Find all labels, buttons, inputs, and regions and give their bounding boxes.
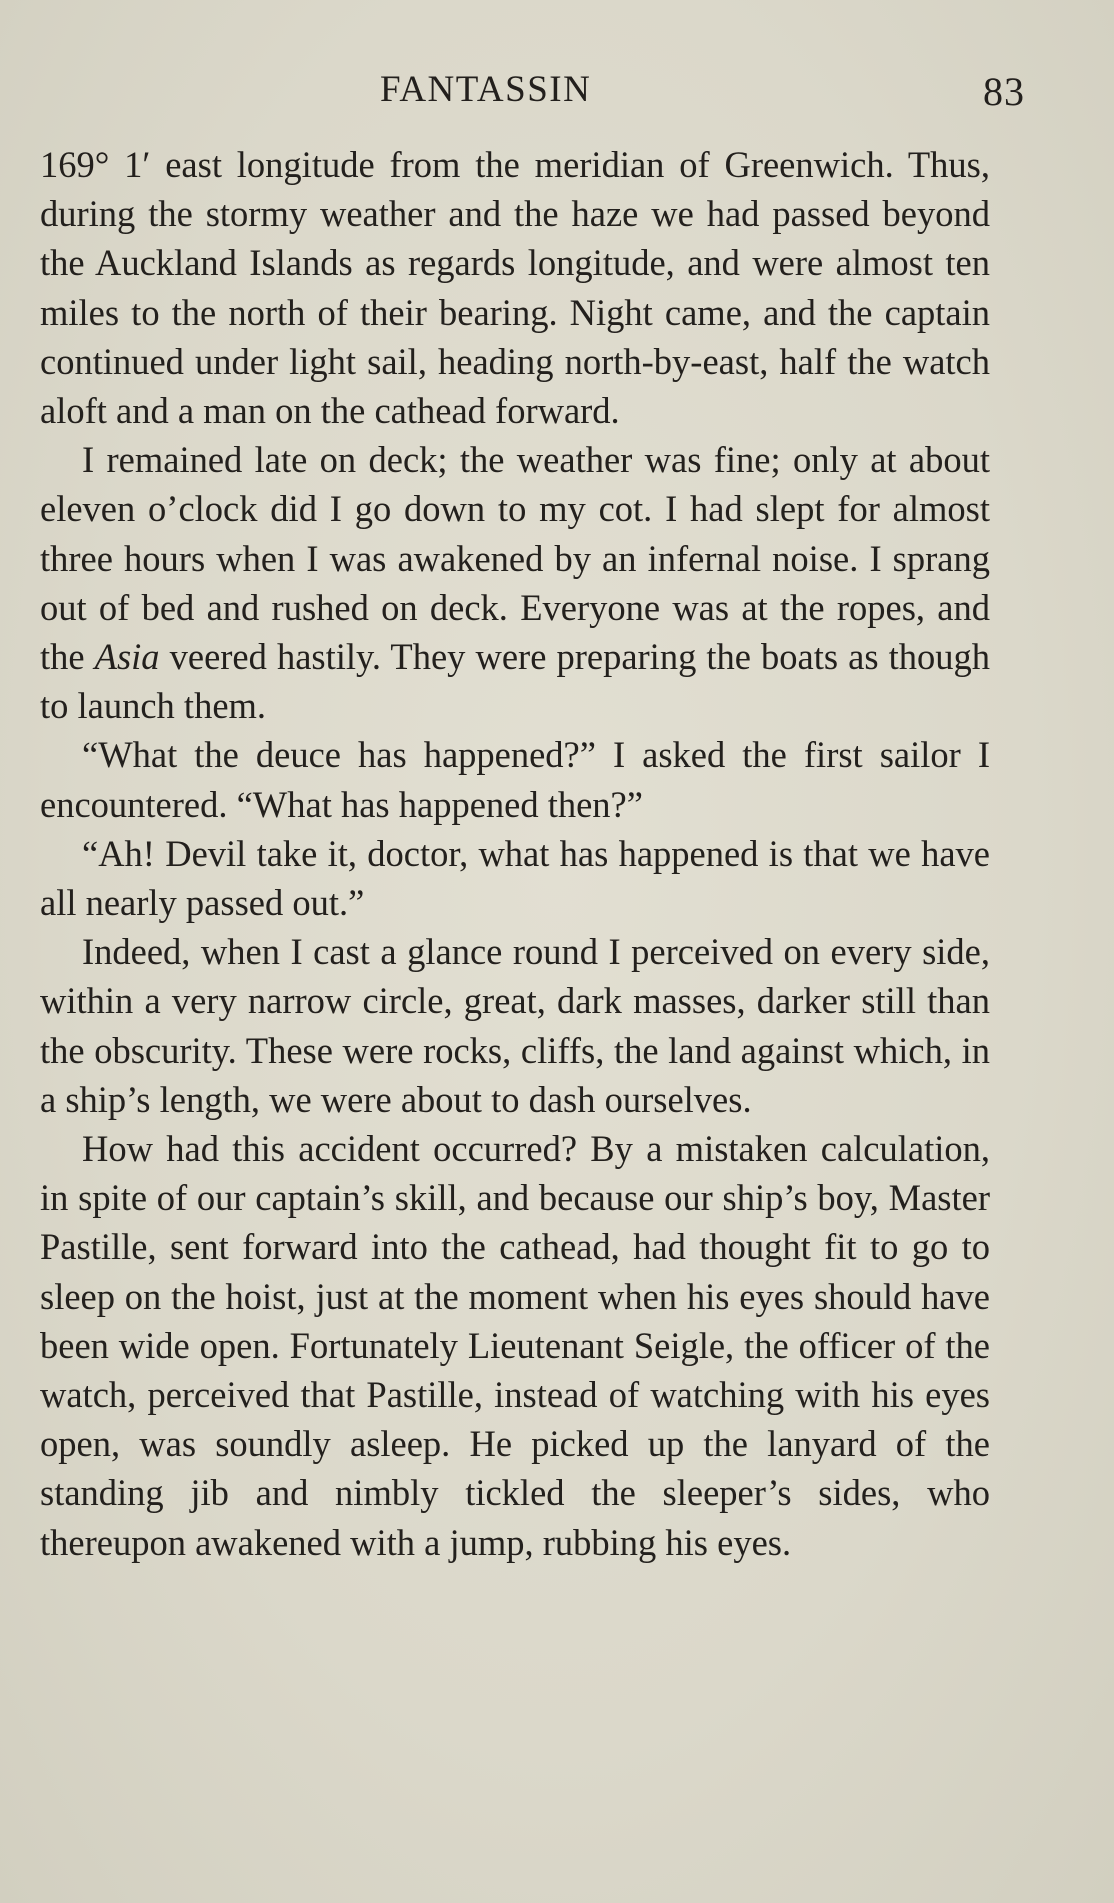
paragraph-3: “What the deuce has happened?” I asked the first sailor I encountered. “What has happened then?” bbox=[40, 734, 990, 825]
paragraph-5: Indeed, when I cast a glance round I perceived on every side, within a very narrow circle, great, dark masses, darker still than the obscurity. These were rocks, cliffs, the land against which, in a ship’s length, we were about to dash ourselves. bbox=[40, 931, 990, 1120]
paragraph-4: “Ah! Devil take it, doctor, what has happened is that we have all nearly passed out.” bbox=[40, 832, 990, 924]
paragraph-2-text-before: I remained late on deck; the weather was fine; only at about eleven o’clock did I go down to my cot. I had slept for almost three hours when I was awakened by an infernal noise. I sprang out of bed and rushed on deck. Everyone was at the ropes, and the bbox=[40, 439, 990, 678]
paragraph-2-text-after: veered hastily. They were preparing the boats as though to launch them. bbox=[40, 636, 990, 727]
body-text bbox=[40, 140, 990, 1567]
paragraph-2 bbox=[40, 435, 990, 730]
running-title: FANTASSIN bbox=[380, 69, 592, 110]
running-head bbox=[40, 62, 1025, 122]
ship-name: Asia bbox=[94, 636, 160, 678]
paragraph-6: How had this accident occurred? By a mistaken calculation, in spite of our captain’s skill, and because our ship’s boy, Master Pastille, sent forward into the cathead, had thought fit to go to sleep on the hoist, just at the moment when his eyes should have been wide open. Fortunately Lieutenant Seigle, the officer of the watch, perceived that Pastille, instead of watching with his eyes open, was soundly asleep. He picked up the lanyard of the standing jib and nimbly tickled the sleeper’s sides, who thereupon awakened with a jump, rubbing his eyes. bbox=[40, 1128, 990, 1563]
page-number: 83 bbox=[983, 69, 1025, 114]
paragraph-1: 169° 1′ east longitude from the meridian of Greenwich. Thus, during the stormy weather and the haze we had passed beyond the Auckland Islands as regards longitude, and were almost ten miles to the north of their bearing. Night came, and the captain continued under light sail, heading north-by-east, half the watch aloft and a man on the cathead forward. bbox=[40, 144, 990, 432]
